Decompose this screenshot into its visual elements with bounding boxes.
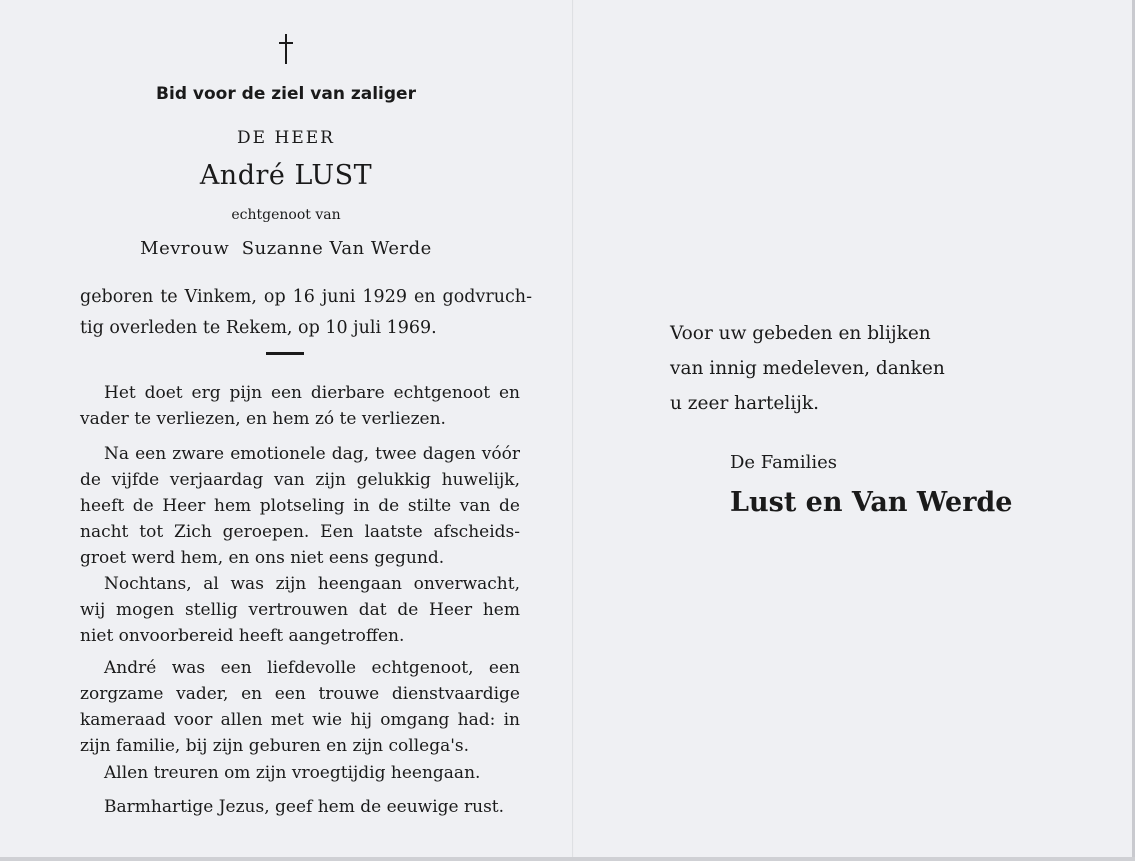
spouse-label: echtgenoot van (231, 207, 341, 223)
paragraph-line: zorgzame vader, en een trouwe dienstvaardige (80, 684, 520, 704)
deceased-name: André LUST (199, 160, 373, 191)
thanks-line: van innig medeleven, danken (670, 358, 945, 379)
honorific: DE HEER (237, 128, 335, 148)
paragraph-line: vader te verliezen, en hem zó te verliezen. (80, 409, 446, 429)
divider (266, 352, 304, 355)
paragraph-line: André was een liefdevolle echtgenoot, een (104, 658, 520, 678)
birth-death-text (80, 282, 532, 344)
paragraph-line: Barmhartige Jezus, geef hem de eeuwige rust. (104, 797, 505, 817)
paragraph-line: niet onvoorbereid heeft aangetroffen. (80, 626, 405, 646)
families-label: De Families (730, 452, 838, 473)
paragraph-line: Nochtans, al was zijn heengaan onverwacht, (104, 574, 520, 594)
paragraph-line: kameraad voor allen met wie hij omgang had: in (80, 710, 520, 730)
paragraph-line: nacht tot Zich geroepen. Een laatste afscheids- (80, 522, 520, 542)
paragraph-4 (80, 655, 520, 759)
spouse-name: Mevrouw Suzanne Van Werde (140, 238, 432, 259)
thanks-line: u zeer hartelijk. (670, 393, 819, 414)
paragraph-line: heeft de Heer hem plotseling in de stilte van de (80, 496, 520, 516)
paragraph-line: zijn familie, bij zijn geburen en zijn collega's. (80, 736, 470, 756)
prayer-heading: Bid voor de ziel van zaliger (156, 84, 416, 104)
cross-icon (276, 30, 296, 70)
birth-line: geboren te Vinkem, op 16 juni 1929 en godvruch- (80, 287, 532, 307)
card-fold (572, 0, 574, 861)
paragraph-5 (80, 760, 520, 786)
families-name: Lust en Van Werde (730, 487, 1013, 518)
paragraph-1 (80, 380, 520, 432)
paragraph-6 (80, 794, 520, 820)
paragraph-line: Allen treuren om zijn vroegtijdig heengaan. (104, 763, 481, 783)
paragraph-line: Het doet erg pijn een dierbare echtgenoot en (104, 383, 520, 403)
paragraph-3 (80, 571, 520, 649)
card-edge (0, 857, 1135, 861)
paragraph-2 (80, 441, 520, 571)
thanks-line: Voor uw gebeden en blijken (670, 323, 931, 344)
paragraph-line: groet werd hem, en ons niet eens gegund. (80, 548, 445, 568)
paragraph-line: Na een zware emotionele dag, twee dagen vóór (104, 444, 520, 464)
death-line: tig overleden te Rekem, op 10 juli 1969. (80, 318, 437, 338)
thanks-text (670, 316, 945, 421)
paragraph-line: wij mogen stellig vertrouwen dat de Heer hem (80, 600, 520, 620)
paragraph-line: de vijfde verjaardag van zijn gelukkig huwelijk, (80, 470, 520, 490)
